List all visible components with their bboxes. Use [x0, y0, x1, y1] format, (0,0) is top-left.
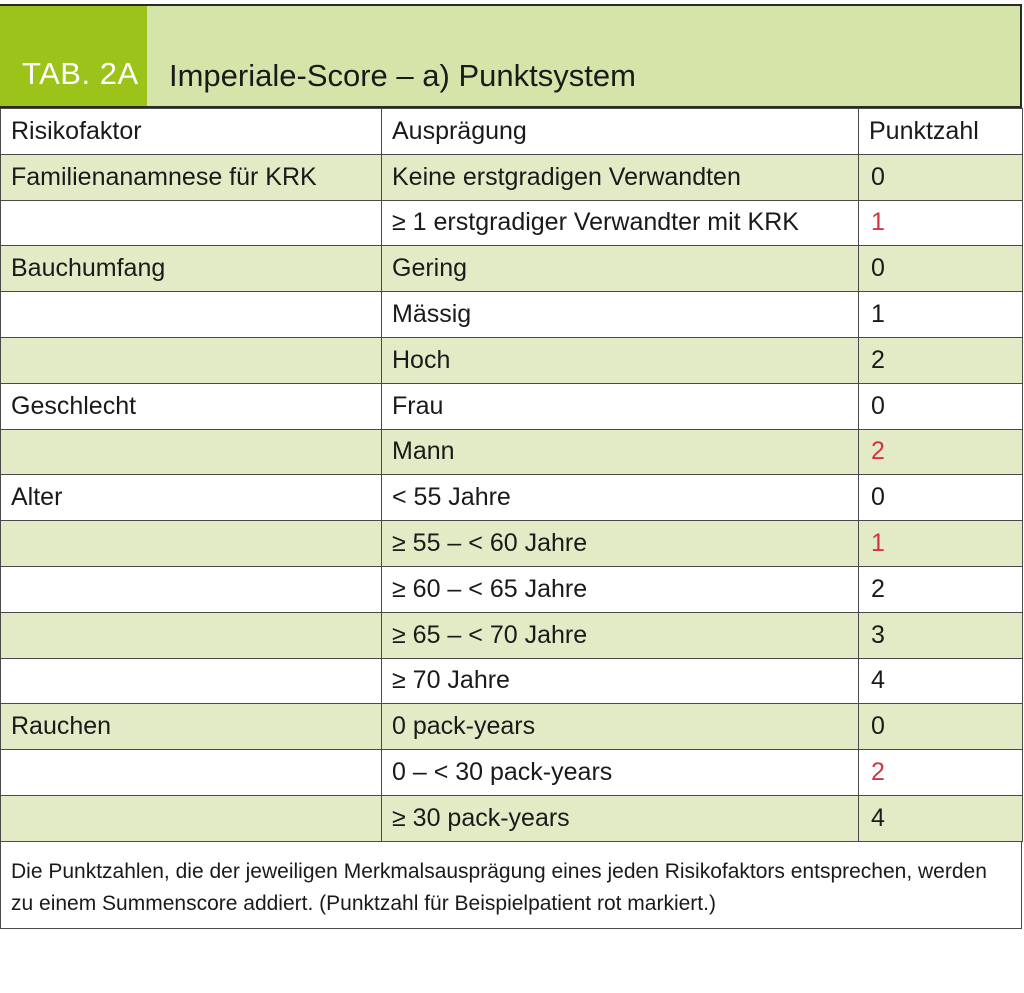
cell-expression: Keine erstgradigen Verwandten — [382, 154, 859, 200]
cell-score: 0 — [859, 246, 1023, 292]
cell-score: 1 — [859, 521, 1023, 567]
table-row — [1, 292, 1023, 338]
table-row — [1, 750, 1023, 796]
cell-expression: ≥ 65 – < 70 Jahre — [382, 612, 859, 658]
cell-expression: Frau — [382, 383, 859, 429]
header-expression: Ausprägung — [382, 109, 859, 155]
score-table-container — [0, 4, 1022, 929]
table-row — [1, 704, 1023, 750]
cell-risk-factor — [1, 795, 382, 841]
cell-expression: ≥ 70 Jahre — [382, 658, 859, 704]
cell-score: 4 — [859, 658, 1023, 704]
cell-risk-factor — [1, 337, 382, 383]
table-row — [1, 566, 1023, 612]
table-title-bar — [0, 4, 1022, 108]
cell-expression: Gering — [382, 246, 859, 292]
table-number-label: TAB. 2A — [0, 6, 147, 106]
table-row — [1, 246, 1023, 292]
table-row — [1, 612, 1023, 658]
cell-expression: ≥ 55 – < 60 Jahre — [382, 521, 859, 567]
cell-score: 0 — [859, 704, 1023, 750]
cell-score: 2 — [859, 566, 1023, 612]
cell-risk-factor: Bauchumfang — [1, 246, 382, 292]
cell-expression: Mässig — [382, 292, 859, 338]
table-row — [1, 154, 1023, 200]
cell-risk-factor — [1, 521, 382, 567]
cell-risk-factor — [1, 200, 382, 246]
cell-risk-factor — [1, 750, 382, 796]
header-score: Punktzahl — [859, 109, 1023, 155]
cell-score: 1 — [859, 200, 1023, 246]
table-row — [1, 521, 1023, 567]
cell-risk-factor — [1, 566, 382, 612]
table-body — [1, 154, 1023, 841]
table-header-row — [1, 109, 1023, 155]
table-row — [1, 429, 1023, 475]
cell-risk-factor — [1, 658, 382, 704]
cell-expression: ≥ 30 pack-years — [382, 795, 859, 841]
cell-score: 0 — [859, 154, 1023, 200]
cell-score: 2 — [859, 337, 1023, 383]
cell-score: 0 — [859, 383, 1023, 429]
cell-risk-factor: Familienanamnese für KRK — [1, 154, 382, 200]
cell-score: 4 — [859, 795, 1023, 841]
cell-risk-factor: Geschlecht — [1, 383, 382, 429]
cell-score: 2 — [859, 429, 1023, 475]
cell-expression: < 55 Jahre — [382, 475, 859, 521]
table-row — [1, 658, 1023, 704]
table-row — [1, 475, 1023, 521]
cell-score: 2 — [859, 750, 1023, 796]
table-title: Imperiale-Score – a) Punktsystem — [169, 58, 636, 93]
cell-expression: ≥ 1 erstgradiger Verwandter mit KRK — [382, 200, 859, 246]
header-risk-factor: Risikofaktor — [1, 109, 382, 155]
cell-expression: Mann — [382, 429, 859, 475]
table-footnote: Die Punktzahlen, die der jeweiligen Merkmalsausprägung eines jeden Risikofaktors entsprechen, werden zu einem Summenscore addiert. (Punktzahl für Beispielpatient rot markiert.) — [0, 842, 1022, 929]
cell-score: 3 — [859, 612, 1023, 658]
cell-risk-factor: Rauchen — [1, 704, 382, 750]
cell-risk-factor — [1, 292, 382, 338]
cell-risk-factor: Alter — [1, 475, 382, 521]
cell-score: 1 — [859, 292, 1023, 338]
table-row — [1, 795, 1023, 841]
cell-risk-factor — [1, 612, 382, 658]
table-row — [1, 337, 1023, 383]
cell-score: 0 — [859, 475, 1023, 521]
cell-risk-factor — [1, 429, 382, 475]
cell-expression: Hoch — [382, 337, 859, 383]
cell-expression: 0 pack-years — [382, 704, 859, 750]
table-row — [1, 383, 1023, 429]
cell-expression: ≥ 60 – < 65 Jahre — [382, 566, 859, 612]
score-table — [0, 108, 1023, 842]
table-row — [1, 200, 1023, 246]
cell-expression: 0 – < 30 pack-years — [382, 750, 859, 796]
